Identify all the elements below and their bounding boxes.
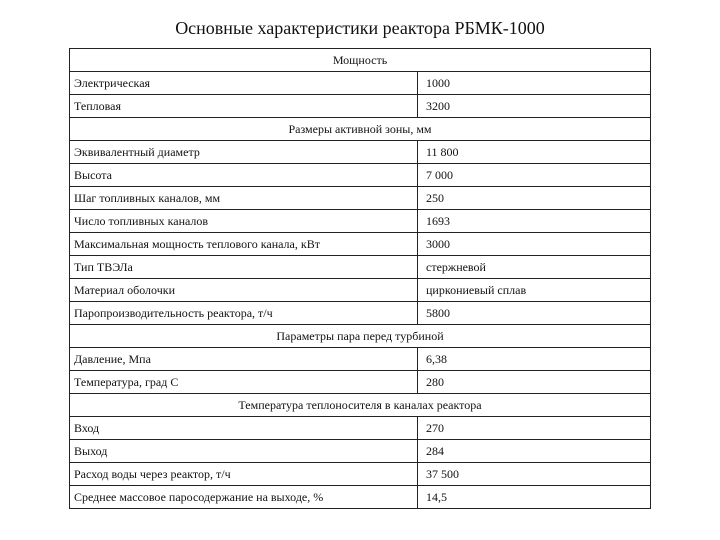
table-row <box>70 302 651 325</box>
parameter-label: Эквивалентный диаметр <box>70 141 418 164</box>
table-row <box>70 164 651 187</box>
section-header-row <box>70 49 651 72</box>
section-heading: Параметры пара перед турбиной <box>70 325 651 348</box>
parameter-label: Выход <box>70 440 418 463</box>
parameter-label: Паропроизводительность реактора, т/ч <box>70 302 418 325</box>
parameter-label: Тип ТВЭЛа <box>70 256 418 279</box>
section-header-row <box>70 118 651 141</box>
section-heading: Мощность <box>70 49 651 72</box>
parameter-value: 11 800 <box>418 141 651 164</box>
table-row <box>70 72 651 95</box>
parameter-value: 3000 <box>418 233 651 256</box>
parameter-value: 270 <box>418 417 651 440</box>
parameter-value: 1000 <box>418 72 651 95</box>
section-header-row <box>70 394 651 417</box>
parameter-value: 6,38 <box>418 348 651 371</box>
parameter-value: стержневой <box>418 256 651 279</box>
spec-table-body <box>70 49 651 509</box>
parameter-value: 284 <box>418 440 651 463</box>
parameter-label: Вход <box>70 417 418 440</box>
parameter-value: 250 <box>418 187 651 210</box>
parameter-value: 280 <box>418 371 651 394</box>
parameter-label: Максимальная мощность теплового канала, кВт <box>70 233 418 256</box>
parameter-value: 5800 <box>418 302 651 325</box>
section-heading: Температура теплоносителя в каналах реактора <box>70 394 651 417</box>
table-row <box>70 463 651 486</box>
parameter-label: Число топливных каналов <box>70 210 418 233</box>
parameter-label: Среднее массовое паросодержание на выходе, % <box>70 486 418 509</box>
parameter-value: 14,5 <box>418 486 651 509</box>
parameter-value: 3200 <box>418 95 651 118</box>
parameter-value: 37 500 <box>418 463 651 486</box>
table-row <box>70 348 651 371</box>
page-title: Основные характеристики реактора РБМК-1000 <box>175 18 545 38</box>
parameter-label: Давление, Мпа <box>70 348 418 371</box>
table-row <box>70 187 651 210</box>
table-row <box>70 141 651 164</box>
parameter-label: Температура, град С <box>70 371 418 394</box>
table-row <box>70 233 651 256</box>
parameter-label: Электрическая <box>70 72 418 95</box>
table-row <box>70 279 651 302</box>
parameter-label: Материал оболочки <box>70 279 418 302</box>
table-row <box>70 417 651 440</box>
parameter-value: 1693 <box>418 210 651 233</box>
parameter-label: Расход воды через реактор, т/ч <box>70 463 418 486</box>
table-row <box>70 440 651 463</box>
reactor-spec-table <box>69 48 651 509</box>
parameter-value: циркониевый сплав <box>418 279 651 302</box>
table-row <box>70 256 651 279</box>
table-row <box>70 95 651 118</box>
parameter-value: 7 000 <box>418 164 651 187</box>
parameter-label: Высота <box>70 164 418 187</box>
section-header-row <box>70 325 651 348</box>
table-row <box>70 371 651 394</box>
table-row <box>70 210 651 233</box>
parameter-label: Шаг топливных каналов, мм <box>70 187 418 210</box>
table-row <box>70 486 651 509</box>
section-heading: Размеры активной зоны, мм <box>70 118 651 141</box>
parameter-label: Тепловая <box>70 95 418 118</box>
